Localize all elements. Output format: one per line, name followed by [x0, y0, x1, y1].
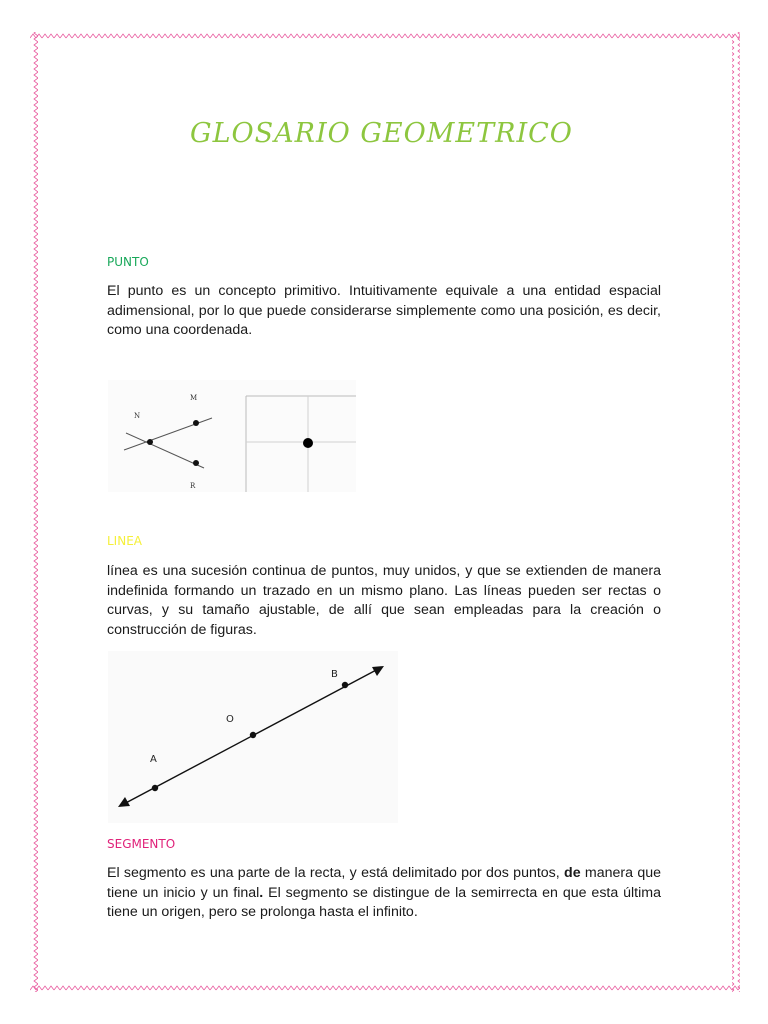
paragraph-punto: El punto es un concepto primitivo. Intuitivamente equivale a una entidad espacial adimensional, por lo que puede considerarse simplemente como una posición, es decir, como una coordenada.: [107, 283, 661, 338]
figure-punto-label-m: M: [190, 394, 198, 402]
segmento-text-bold-de: de: [564, 865, 581, 881]
figure-linea: [108, 651, 398, 823]
segmento-text-part-2: manera que tiene un inicio y un final: [107, 865, 661, 901]
segmento-text-bold-period: .: [259, 884, 264, 901]
border-top: [30, 32, 740, 40]
figure-punto-background: [108, 380, 356, 492]
figure-punto-point-r: [193, 460, 199, 466]
figure-linea-label-o: O: [226, 714, 234, 725]
figure-punto: [108, 380, 356, 492]
paragraph-segmento: [107, 864, 661, 923]
border-left: [30, 32, 38, 992]
figure-linea-label-a: A: [150, 754, 157, 765]
figure-punto-label-n: N: [134, 412, 141, 420]
figure-linea-point-o: [250, 732, 256, 738]
segmento-text-part-1: El segmento es una parte de la recta, y está delimitado por dos puntos,: [107, 865, 565, 881]
heading-punto: PUNTO: [107, 255, 149, 269]
figure-linea-label-b: B: [331, 669, 338, 680]
figure-punto-point-m: [193, 420, 199, 426]
figure-linea-point-b: [342, 682, 348, 688]
figure-punto-label-r: R: [190, 482, 196, 490]
heading-segmento: SEGMENTO: [107, 837, 176, 851]
heading-linea: LINEA: [107, 534, 142, 548]
figure-punto-point-intersection: [147, 439, 153, 445]
border-bottom: [30, 984, 740, 992]
segmento-text-part-3: El segmento se distingue de la semirrecta en que esta última tiene un origen, pero se prolonga hasta el infinito.: [107, 884, 661, 920]
document-title: GLOSARIO GEOMETRICO: [190, 118, 573, 149]
figure-linea-point-a: [152, 785, 158, 791]
paragraph-linea: línea es una sucesión continua de puntos, muy unidos, y que se extienden de manera indefinida formando un trazado en un mismo plano. Las líneas pueden ser rectas o curvas, y su tamaño ajustable, de allí que sean empleadas para la creación o construcción de figuras.: [107, 563, 661, 638]
border-right: [732, 32, 740, 992]
figure-punto-point-coordinate: [303, 438, 313, 448]
